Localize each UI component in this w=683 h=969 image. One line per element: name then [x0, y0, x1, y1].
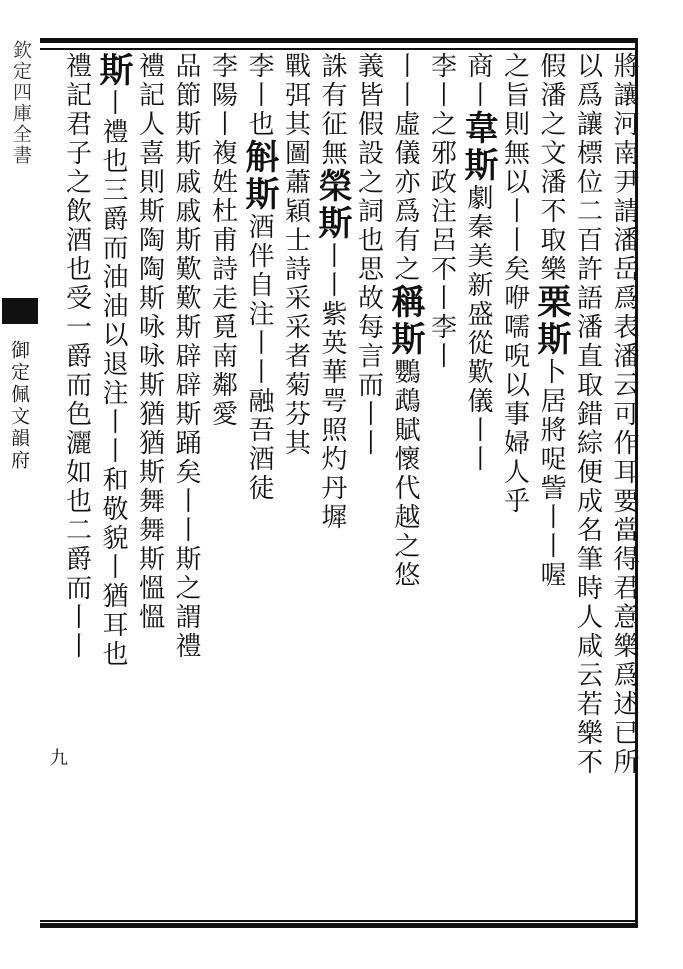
page-number: 九 [47, 748, 68, 766]
column-text: 禮記君子之飲酒也受一爵而色灑如也二爵而丨丨 [61, 52, 92, 661]
text-column [131, 52, 165, 914]
column-text: 將讓河南尹請潘岳爲表潘云可作耳要當得君意樂爲述已所 [609, 52, 639, 777]
text-column [350, 52, 384, 914]
column-text: 誅有征無 [317, 52, 347, 168]
column-text: 丨禮也三爵而油油以退注丨丨和敬貌丨猶耳也 [98, 89, 128, 669]
book-title: 御定佩文韻府 [8, 340, 30, 472]
column-text: 戰弭其圖 [280, 52, 311, 168]
column-text: 商丨 [463, 52, 493, 110]
margin-title: 欽定四庫全書 [10, 40, 32, 166]
column-text: 以爲讓標位二百許語潘直取錯綜便成名筆時人咸云若樂不 [572, 52, 603, 777]
text-column [312, 52, 352, 914]
headword: 榮斯 [312, 168, 352, 242]
headword: 斛斯 [239, 139, 279, 213]
column-text: 蕭穎士詩采采者菊芬其 [280, 168, 311, 458]
bottom-rule [40, 920, 635, 922]
column-text: 之邪政注呂不丨李丨 [426, 110, 457, 371]
column-text: 酒伴自注丨丨融吾酒徒 [244, 213, 274, 503]
column-text: 咿嚅唲以事婦人乎 [499, 284, 530, 516]
headword: 韋斯 [458, 110, 498, 184]
column-text: 禮記人喜則斯陶陶斯咏咏斯猶猶斯舞舞斯慍慍 [134, 52, 165, 632]
text-column [277, 52, 311, 914]
column-text: 複姓杜甫詩走覓南鄰愛 [207, 139, 238, 429]
top-rule [40, 48, 635, 50]
text-column [531, 52, 571, 914]
headword: 栗斯 [531, 284, 571, 358]
column-text: 李丨也 [244, 52, 274, 139]
text-column [204, 52, 238, 914]
headword: 斯 [93, 52, 133, 89]
text-column [496, 52, 530, 914]
column-text: 假潘之文潘不取樂 [536, 52, 566, 284]
text-column [423, 52, 457, 914]
column-text: 之旨則無以丨丨矣 [499, 52, 530, 284]
column-text: 丨丨虛儀亦爲有之 [390, 52, 420, 284]
text-column [458, 52, 498, 914]
text-column [167, 52, 201, 914]
column-text: 義皆假設之詞也 [353, 52, 384, 255]
column-text: 李丨 [426, 52, 457, 110]
text-column [385, 52, 425, 914]
fish-tail-mark [2, 298, 38, 324]
text-column [605, 52, 639, 914]
column-text: 李陽丨 [207, 52, 238, 139]
column-text: 卜居將哫訾丨丨喔 [536, 358, 566, 590]
text-column [239, 52, 279, 914]
page-margin [0, 40, 38, 900]
text-column [58, 52, 92, 914]
column-text: 丨丨紫英華咢照灼丹墀 [317, 242, 347, 532]
column-text: 品節斯 [171, 52, 201, 139]
column-text: 斯戚戚斯歎歎斯辟辟斯踊矣丨丨斯之謂禮 [171, 139, 201, 661]
text-column [569, 52, 603, 914]
headword: 稱斯 [385, 284, 425, 358]
column-text: 鸚鵡賦懷代越之悠 [390, 358, 420, 590]
column-text: 思故每言而丨丨 [353, 255, 384, 458]
column-text: 劇秦美新盛從歎儀丨丨 [463, 184, 493, 474]
text-column [93, 52, 133, 914]
